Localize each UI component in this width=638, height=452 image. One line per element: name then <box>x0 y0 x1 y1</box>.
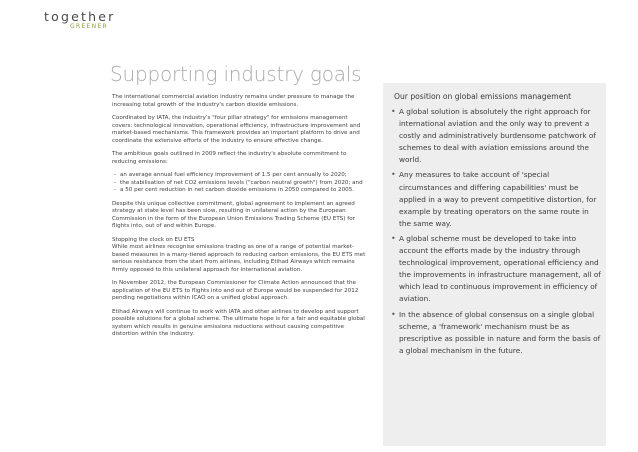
strategy-paragraph: Coordinated by IATA, the industry's "four pillar strategy" for emissions management covers: technological innovation, operational efficiency, infrastructure improvement and market-based mechanisms. This framework provides an important platform to drive and coordinate the extensive efforts of the industry to ensure effective change. <box>112 115 361 144</box>
stop-clock-section <box>112 237 366 275</box>
position-list <box>391 106 601 360</box>
goal-item: - a 50 per cent reduction in net carbon dioxide emissions in 2050 compared to 2005. <box>112 187 366 195</box>
intro-paragraph: The international commercial aviation industry remains under pressure to manage the increasing total growth of the industry's carbon dioxide emissions. <box>112 94 355 108</box>
position-item: • A global scheme must be developed to take into account the efforts made by the industry through technological improvement, operational efficiency and the improvements in infrastructure management, all of which lead to continuous improvement in efficiency of aviation. <box>391 233 601 306</box>
stop-clock-paragraph: While most airlines recognise emissions trading as one of a range of potential market-based measures in a many-tiered approach to reducing carbon emissions, the EU ETS met serious resistance from the start from airlines, including Etihad Airways which remains firmly opposed to this unilateral approach for international aviation. <box>112 244 366 273</box>
goal-item: - the stabilisation of net CO2 emissions levels ("carbon neutral growth") from 2020; and <box>112 180 366 188</box>
position-item: • A global solution is absolutely the right approach for international aviation and the only way to prevent a costly and administratively burdensome patchwork of schemes to deal with aviation emissions around the world. <box>391 106 601 166</box>
closing-paragraph: Etihad Airways will continue to work with IATA and other airlines to develop and support possible solutions for a global scheme. The ultimate hope is for a fair and equitable global system which results in genuine emissions reductions without causing competitive distortion within the industry. <box>112 308 365 337</box>
together-greener-logo <box>44 10 114 30</box>
position-panel <box>383 83 606 446</box>
logo-subtitle: GREENER <box>70 23 108 30</box>
logo-wordmark: together <box>44 9 116 24</box>
goal-item: - an average annual fuel efficiency improvement of 1.5 per cent annually to 2020; <box>112 172 366 180</box>
eu-ets-paragraph: Despite this unique collective commitment, global agreement to implement an agreed strategy at state level has been slow, resulting in unilateral action by the European Commission in the form of the European Union Emissions Trading Scheme (EU ETS) for flights into, out of and within Europe. <box>112 200 355 229</box>
suspension-paragraph: In November 2012, the European Commissioner for Climate Action announced that the application of the EU ETS to flights into and out of Europe would be suspended for 2012 pending negotiations within ICAO on a unified global approach. <box>112 280 359 301</box>
page-title: Supporting industry goals <box>110 62 362 86</box>
position-item: • Any measures to take account of 'special circumstances and differing capabilities' must be applied in a way to prevent competitive distortion, for example by treating operators on the same route in the same way. <box>391 169 601 229</box>
goals-paragraph: The ambitious goals outlined in 2009 reflect the industry's absolute commitment to reducing emissions: <box>112 151 347 165</box>
panel-heading: Our position on global emissions management <box>394 92 572 101</box>
goals-list <box>112 172 366 195</box>
main-text-column <box>112 94 366 345</box>
section-subheading: Stopping the clock on EU ETS <box>112 236 195 243</box>
position-item: • In the absence of global consensus on a single global scheme, a 'framework' mechanism must be as prescriptive as possible in nature and form the basis of a global mechanism in the future. <box>391 309 601 357</box>
